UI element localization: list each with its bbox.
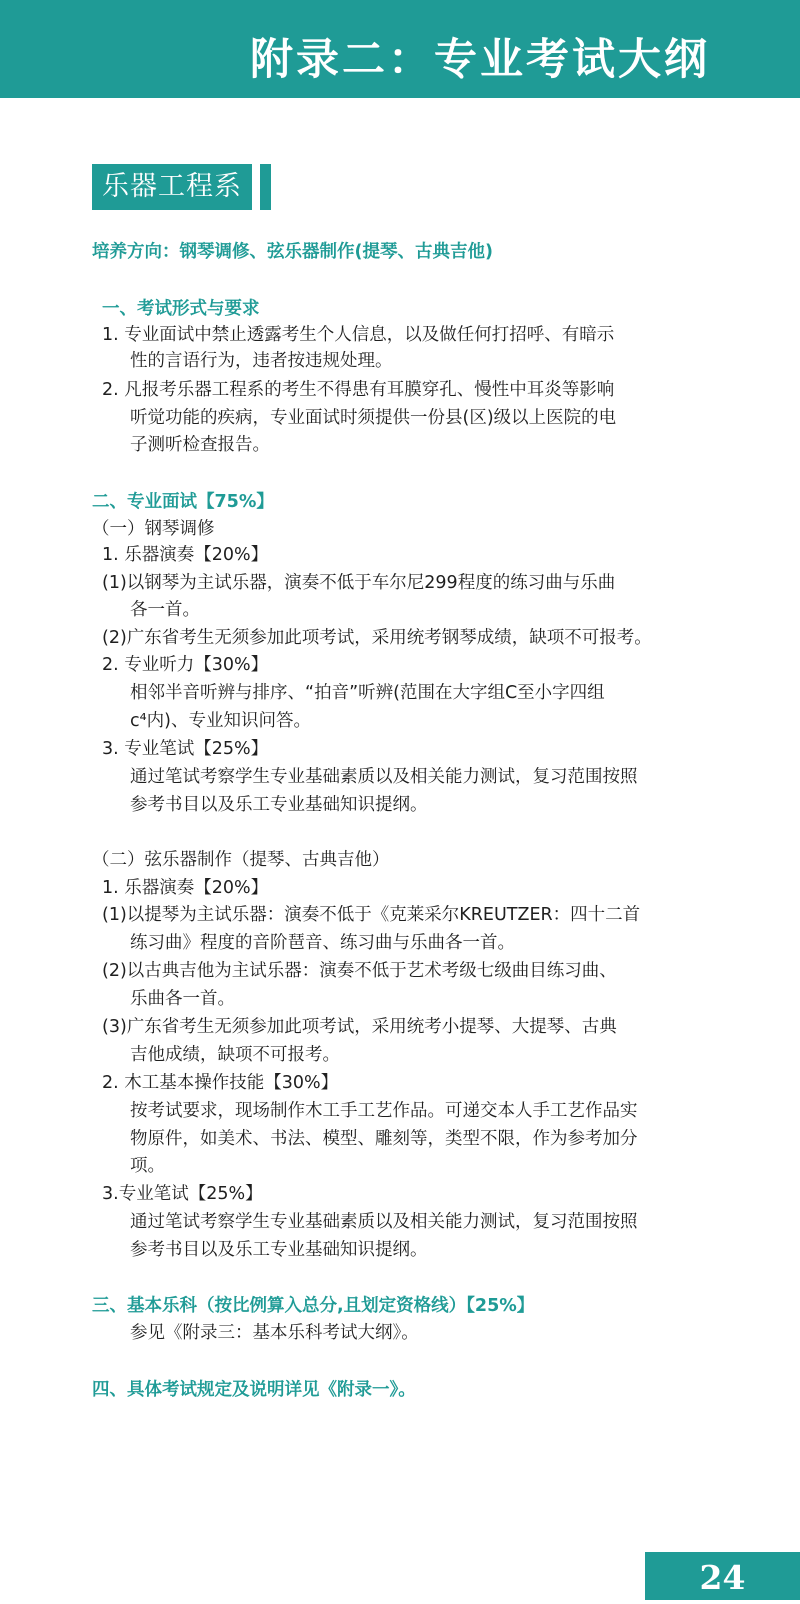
- list-item: 2. 专业听力【30%】: [102, 655, 269, 675]
- department-accent-bar: [260, 164, 271, 210]
- page-header: [0, 0, 800, 98]
- list-item: 1. 乐器演奏【20%】: [102, 545, 269, 565]
- list-item-continuation: 子测听检查报告。: [130, 435, 270, 455]
- subsection-heading: （一）钢琴调修: [92, 519, 215, 539]
- list-item: (3)广东省考生无须参加此项考试，采用统考小提琴、大提琴、古典: [102, 1017, 617, 1037]
- list-item-continuation: 参考书目以及乐工专业基础知识提纲。: [130, 1240, 428, 1260]
- list-item-continuation: 乐曲各一首。: [130, 989, 235, 1009]
- reference-text: 参见《附录三：基本乐科考试大纲》。: [130, 1323, 419, 1343]
- section-heading-2: 二、专业面试【75%】: [92, 492, 274, 512]
- list-item-continuation: 参考书目以及乐工专业基础知识提纲。: [130, 795, 428, 815]
- department-label: 乐器工程系: [92, 164, 252, 210]
- page-title: 附录二：专业考试大纲: [250, 35, 710, 85]
- list-item: 2. 木工基本操作技能【30%】: [102, 1073, 339, 1093]
- list-item-continuation: 项。: [130, 1156, 165, 1176]
- department-heading: [92, 164, 271, 210]
- list-item-continuation: 练习曲》程度的音阶琶音、练习曲与乐曲各一首。: [130, 933, 515, 953]
- list-item-continuation: c⁴内)、专业知识问答。: [130, 711, 311, 731]
- list-item: (2)以古典吉他为主试乐器：演奏不低于艺术考级七级曲目练习曲、: [102, 961, 617, 981]
- list-item: 3. 专业笔试【25%】: [102, 739, 269, 759]
- list-item-continuation: 通过笔试考察学生专业基础素质以及相关能力测试，复习范围按照: [130, 1212, 638, 1232]
- section-heading-4: 四、具体考试规定及说明详见《附录一》。: [92, 1380, 416, 1400]
- section-heading-1: 一、考试形式与要求: [102, 299, 260, 319]
- list-item-continuation: 相邻半音听辨与排序、“拍音”听辨(范围在大字组C至小字四组: [130, 683, 605, 703]
- list-item-continuation: 性的言语行为，违者按违规处理。: [130, 351, 393, 371]
- list-item: (2)广东省考生无须参加此项考试，采用统考钢琴成绩，缺项不可报考。: [102, 628, 652, 648]
- list-item-continuation: 听觉功能的疾病，专业面试时须提供一份县(区)级以上医院的电: [130, 408, 617, 428]
- list-item-continuation: 物原件，如美术、书法、模型、雕刻等，类型不限，作为参考加分: [130, 1129, 638, 1149]
- list-item: (1)以钢琴为主试乐器，演奏不低于车尔尼299程度的练习曲与乐曲: [102, 573, 616, 593]
- list-item-continuation: 按考试要求，现场制作木工手工艺作品。可递交本人手工艺作品实: [130, 1101, 638, 1121]
- subsection-heading: （二）弦乐器制作（提琴、古典吉他）: [92, 850, 390, 870]
- list-item-continuation: 各一首。: [130, 600, 200, 620]
- list-item-continuation: 通过笔试考察学生专业基础素质以及相关能力测试，复习范围按照: [130, 767, 638, 787]
- list-item: 2. 凡报考乐器工程系的考生不得患有耳膜穿孔、慢性中耳炎等影响: [102, 380, 615, 400]
- list-item: 1. 专业面试中禁止透露考生个人信息，以及做任何打招呼、有暗示: [102, 325, 615, 345]
- section-heading-3: 三、基本乐科（按比例算入总分,且划定资格线）【25%】: [92, 1296, 535, 1316]
- training-direction: 培养方向：钢琴调修、弦乐器制作(提琴、古典吉他): [92, 242, 493, 262]
- list-item: 1. 乐器演奏【20%】: [102, 878, 269, 898]
- page-number: 24: [645, 1552, 800, 1600]
- list-item: 3.专业笔试【25%】: [102, 1184, 263, 1204]
- list-item: (1)以提琴为主试乐器：演奏不低于《克莱采尔KREUTZER：四十二首: [102, 905, 641, 925]
- list-item-continuation: 吉他成绩，缺项不可报考。: [130, 1045, 340, 1065]
